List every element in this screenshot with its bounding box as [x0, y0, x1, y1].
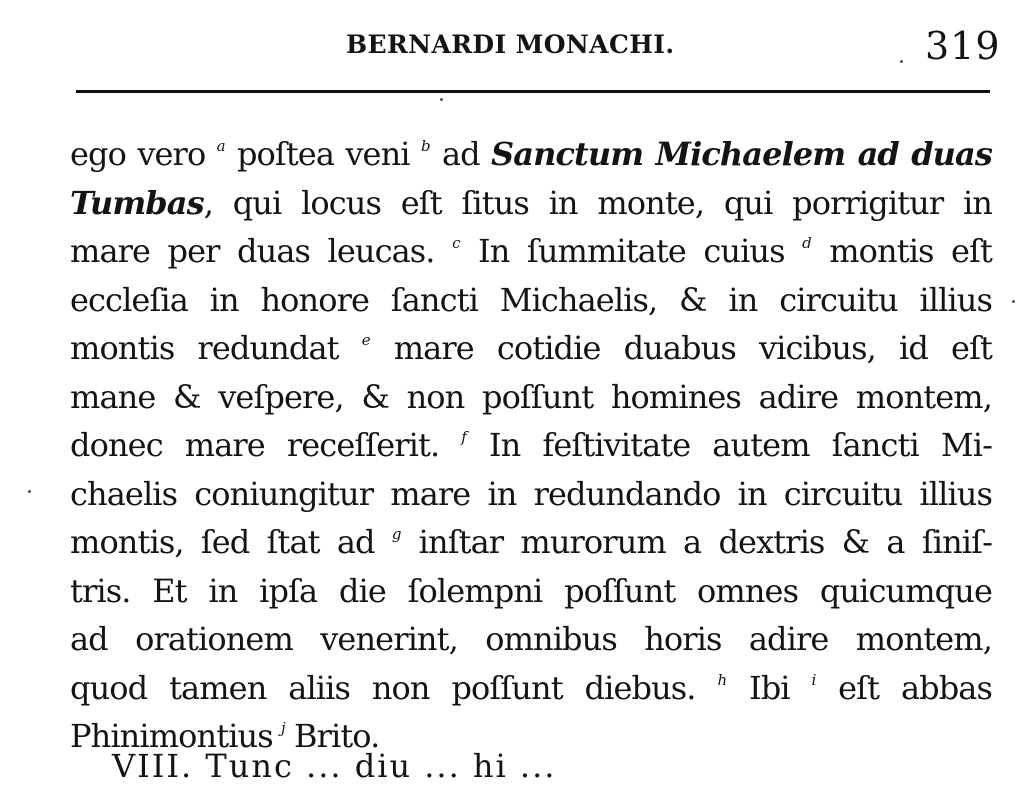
- text-line: tris. Et in ipſa die ſolempni poſſunt omnes quicumque: [70, 571, 992, 610]
- text-line: montis redundat $^e$ mare cotidie duabus vicibus, id eſt: [70, 329, 992, 367]
- footnote-marker: f: [461, 428, 467, 446]
- footnote-marker: b: [420, 137, 431, 155]
- italic-place-name: Sanctum Michaelem ad duas: [491, 135, 992, 173]
- scan-speck: [900, 60, 903, 63]
- text-line: ad orationem venerint, omnibus horis adire montem,: [70, 620, 992, 658]
- footnote-marker: g: [391, 525, 402, 543]
- text-line: montis, ſed ſtat ad $^g$ inſtar murorum a dextris & a ſiniſ-: [70, 523, 992, 561]
- scan-speck: [28, 490, 31, 493]
- footnote-marker: j: [281, 719, 286, 737]
- text-line: mare per duas leucas. $^c$ In ſummitate cuius $^d$ montis eſt: [70, 232, 992, 270]
- text-line: donec mare receſſerit. $^f$ In feſtivitate autem ſancti Mi-: [70, 426, 992, 464]
- header-rule: [76, 90, 990, 93]
- text-line: mane & veſpere, & non poſſunt homines adire montem,: [70, 377, 992, 416]
- scan-speck: [440, 98, 443, 101]
- footnote-marker: h: [717, 670, 728, 689]
- running-head: BERNARDI MONACHI.: [346, 30, 675, 59]
- footnote-marker: d: [802, 234, 812, 252]
- footnote-marker: i: [811, 670, 817, 689]
- text-line: ego vero $^a$ poſtea veni $^b$ ad Sanctum Michaelem ad duas: [70, 135, 992, 173]
- text-line: chaelis coniungitur mare in redundando in circuitu illius: [70, 474, 992, 513]
- next-line-fragment: VIII. Tunc ... diu ... hi ...: [112, 747, 557, 785]
- footnote-marker: c: [452, 234, 461, 252]
- scan-speck: [1012, 300, 1015, 303]
- italic-place-name: Tumbas: [70, 183, 204, 222]
- body-text: [70, 130, 992, 761]
- text-line: Tumbas, qui locus eſt ſitus in monte, qui porrigitur in: [70, 183, 992, 222]
- text-line: eccleſia in honore ſancti Michaelis, & in circuitu illius: [70, 280, 992, 319]
- page-number: 319: [925, 24, 1001, 68]
- footnote-marker: e: [361, 331, 371, 349]
- footnote-marker: a: [216, 137, 226, 155]
- text-line: quod tamen aliis non poſſunt diebus. $^h$ Ibi $^i$ eſt abbas: [70, 668, 992, 707]
- text-line: Phinimontius $^j$ Brito.: [70, 717, 380, 755]
- next-line-cutoff: [112, 747, 832, 785]
